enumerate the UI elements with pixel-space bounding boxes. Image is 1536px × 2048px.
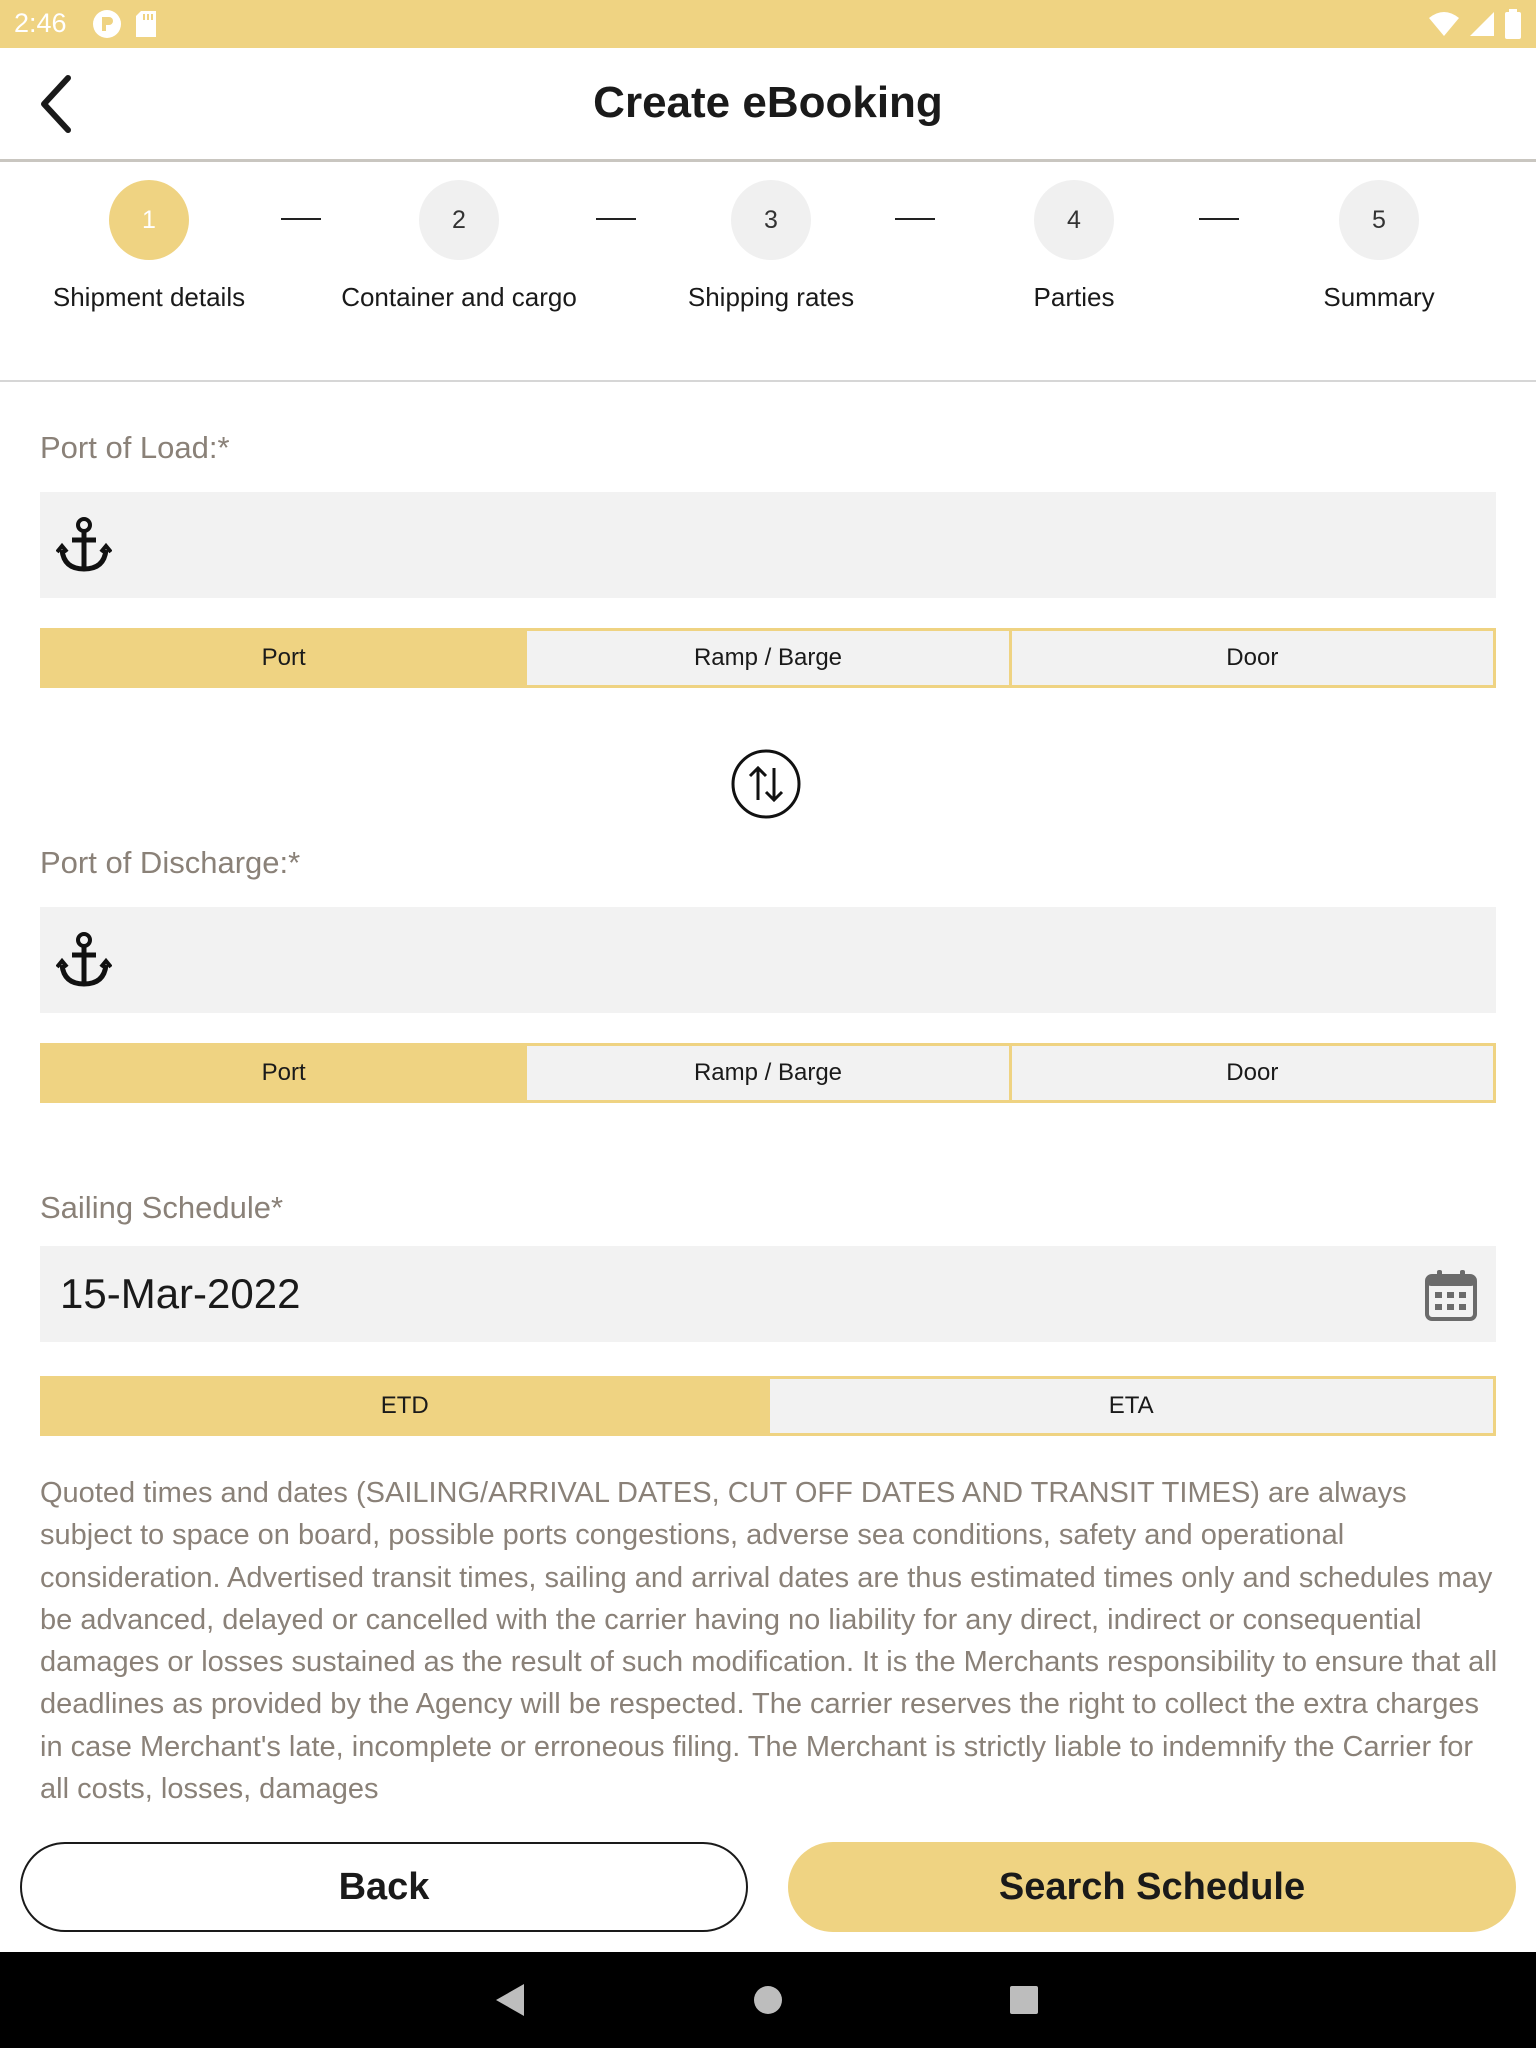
step-connector (596, 218, 636, 220)
step-number: 5 (1339, 180, 1419, 260)
status-bar (0, 0, 1536, 48)
step-summary[interactable] (1259, 180, 1499, 313)
calendar-icon[interactable] (1424, 1268, 1478, 1322)
step-connector (1199, 218, 1239, 220)
port-of-load-input[interactable] (40, 492, 1496, 598)
app-bar (0, 48, 1536, 162)
sailing-date-value: 15-Mar-2022 (60, 1270, 301, 1317)
search-schedule-button[interactable]: Search Schedule (788, 1842, 1516, 1932)
disclaimer-text: Quoted times and dates (SAILING/ARRIVAL DATES, CUT OFF DATES AND TRANSIT TIMES) are always subject to space on board, possible ports congestions, adverse sea conditions, safety and operational consideration. Advertised transit times, sailing and arrival dates are thus estimated times only and schedules may be advanced, delayed or cancelled with the carrier having no liability for any direct, indirect or consequential damages or losses sustained as the result of such modification. It is the Merchants responsibility to ensure that all deadlines as provided by the Agency will be respected. The carrier reserves the right to collect the extra charges in case Merchant's late, incomplete or erroneous filing. The Merchant is strictly liable to indemnify the Carrier for all costs, losses, damages (40, 1477, 1498, 1806)
page-title: Create eBooking (593, 78, 943, 127)
load-option-door[interactable]: Door (1226, 644, 1279, 671)
discharge-option-ramp-barge[interactable]: Ramp / Barge (527, 1046, 1011, 1100)
back-button[interactable]: Back (20, 1842, 748, 1932)
sd-card-icon (134, 10, 158, 38)
port-of-discharge-type-selector (40, 1043, 1496, 1103)
step-label: Shipment details (52, 282, 246, 312)
schedule-type-selector (40, 1376, 1496, 1436)
p-badge-icon (92, 9, 122, 39)
sailing-date-field[interactable] (40, 1246, 1496, 1342)
step-shipping-rates[interactable] (651, 180, 891, 313)
port-of-discharge-input[interactable] (40, 907, 1496, 1013)
port-of-load-type-selector (40, 628, 1496, 688)
step-shipment-details[interactable] (29, 180, 269, 313)
nav-back-icon[interactable] (494, 1982, 526, 2018)
nav-recents-icon[interactable] (1010, 1986, 1038, 2014)
stepper (0, 162, 1536, 382)
wifi-icon (1428, 10, 1460, 38)
port-of-load-label: Port of Load:* (40, 430, 230, 465)
step-number: 4 (1034, 180, 1114, 260)
step-parties[interactable] (954, 180, 1194, 313)
sailing-schedule-label: Sailing Schedule* (40, 1190, 284, 1225)
schedule-option-eta[interactable]: ETA (1108, 1392, 1154, 1419)
port-of-discharge-label: Port of Discharge:* (40, 845, 301, 880)
step-number: 1 (109, 180, 189, 260)
swap-vertical-icon[interactable] (730, 748, 802, 820)
signal-icon (1468, 10, 1496, 38)
load-option-ramp-barge[interactable]: Ramp / Barge (527, 631, 1011, 685)
step-connector (895, 218, 935, 220)
nav-home-icon[interactable] (754, 1986, 782, 2014)
step-number: 2 (419, 180, 499, 260)
discharge-option-port[interactable]: Port (43, 1046, 527, 1100)
status-time: 2:46 (14, 8, 67, 38)
anchor-icon (56, 516, 112, 574)
step-label: Summary (1323, 282, 1435, 312)
schedule-option-etd[interactable]: ETD (43, 1379, 770, 1433)
step-number: 3 (731, 180, 811, 260)
anchor-icon (56, 931, 112, 989)
step-label: Parties (1033, 282, 1115, 312)
step-container-and-cargo[interactable] (339, 180, 579, 313)
system-nav-bar (0, 1952, 1536, 2048)
load-option-port[interactable]: Port (43, 631, 527, 685)
step-connector (281, 218, 321, 220)
discharge-option-door[interactable]: Door (1226, 1059, 1279, 1086)
step-label: Container and cargo (341, 282, 577, 312)
step-label: Shipping rates (687, 282, 855, 312)
battery-icon (1504, 9, 1522, 39)
